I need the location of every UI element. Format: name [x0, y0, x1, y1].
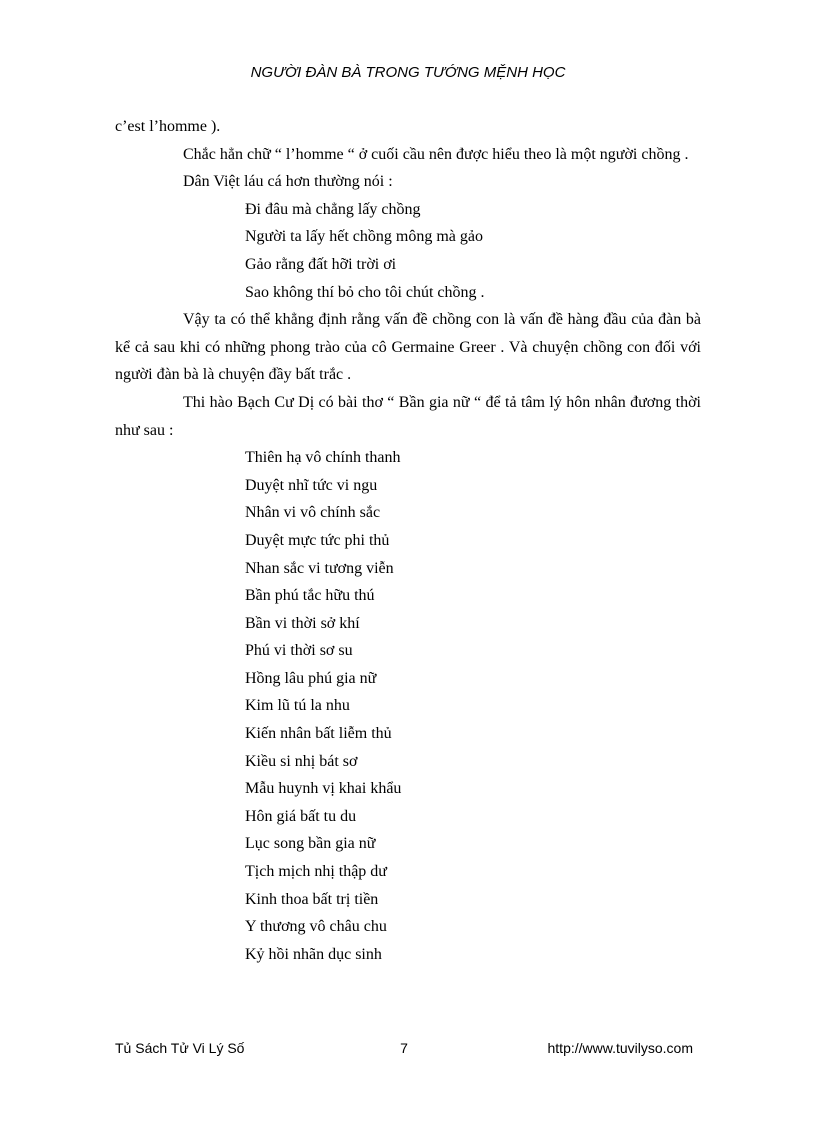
verse-line: Duyệt mực tức phi thủ — [245, 531, 390, 549]
verse-line: Người ta lấy hết chồng mông mà gảo — [245, 228, 483, 246]
verse-line: Kiến nhân bất liễm thủ — [245, 725, 392, 743]
verse-line: Y thương vô châu chu — [245, 918, 387, 936]
verse-line: Hôn giá bất tu du — [245, 807, 357, 825]
paragraph: Chắc hẳn chữ “ l’homme “ ở cuối cầu nên được hiểu theo là một người chồng . — [183, 145, 689, 163]
verse-line: Kinh thoa bất trị tiền — [245, 890, 379, 908]
verse-line: Kiều si nhị bát sơ — [245, 752, 358, 770]
verse-line: Kim lũ tú la nhu — [245, 697, 350, 715]
verse-line: Mẫu huynh vị khai khẩu — [245, 780, 402, 798]
paragraph: Dân Việt láu cá hơn thường nói : — [183, 173, 393, 191]
verse-line: Kỷ hồi nhãn dục sinh — [245, 945, 382, 963]
paragraph: Vậy ta có thể khẳng định rằng vấn đề chồng con là vấn đề hàng đầu của đàn bà kể cả sau khi có những phong trào của cô Germaine Greer . Và chuyện chồng con đối với người đàn bà là chuyện đầy bất trắc . — [115, 311, 701, 384]
footer-url[interactable]: http://www.tuvilyso.com — [547, 1040, 693, 1056]
footer-publisher: Tủ Sách Tử Vi Lý Số — [115, 1040, 245, 1056]
running-header: NGƯỜI ĐÀN BÀ TRONG TƯỚNG MỆNH HỌC — [250, 64, 566, 81]
verse-line: Duyệt nhĩ tức vi ngu — [245, 476, 378, 494]
verse-block-2 — [115, 444, 701, 968]
verse-line: Phú vi thời sơ su — [245, 642, 353, 660]
verse-line: Lục song bần gia nữ — [245, 835, 376, 853]
paragraph: Thi hào Bạch Cư Dị có bài thơ “ Bần gia nữ “ để tả tâm lý hôn nhân đương thời như sau : — [115, 393, 701, 439]
page-footer — [115, 1040, 693, 1060]
body-text — [115, 113, 701, 968]
verse-line: Hồng lâu phú gia nữ — [245, 669, 377, 687]
verse-line: Nhân vi vô chính sắc — [245, 504, 381, 522]
page-number: 7 — [400, 1040, 408, 1056]
verse-line: Gảo rằng đất hỡi trời ơi — [245, 255, 397, 273]
verse-line: Đi đâu mà chẳng lấy chồng — [245, 200, 421, 218]
verse-line: Sao không thí bỏ cho tôi chút chồng . — [245, 283, 485, 301]
verse-line: Tịch mịch nhị thập dư — [245, 863, 387, 881]
verse-block-1 — [115, 196, 701, 306]
verse-line: Nhan sắc vi tương viễn — [245, 559, 394, 577]
verse-line: Bần phú tắc hữu thú — [245, 587, 375, 605]
verse-line: Bần vi thời sở khí — [245, 614, 360, 632]
paragraph-continuation: c’est l’homme ). — [115, 118, 221, 135]
verse-line: Thiên hạ vô chính thanh — [245, 449, 401, 467]
